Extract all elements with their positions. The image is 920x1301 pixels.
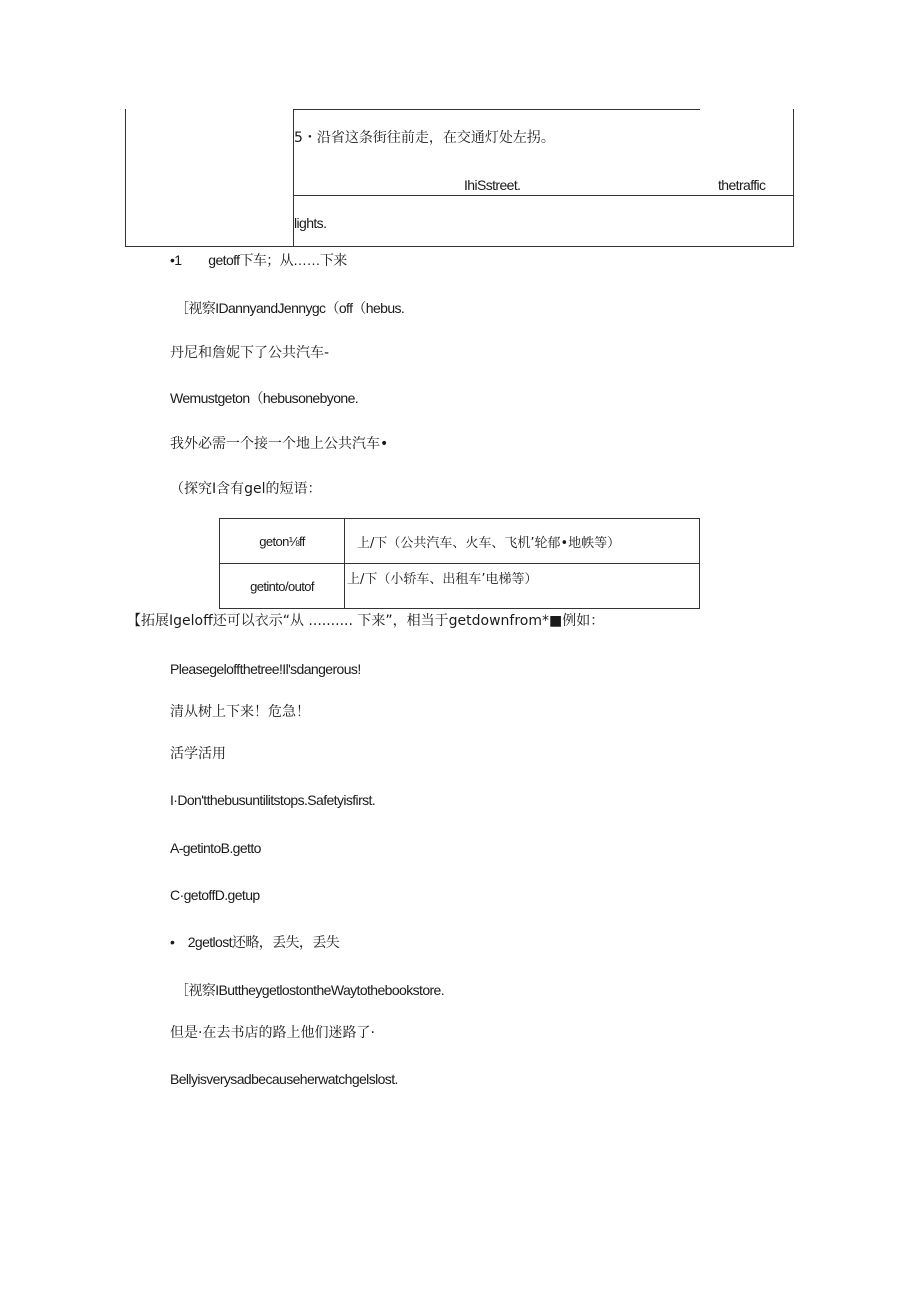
meaning-cell: 上/下（小轿车、出租车’电梯等）	[345, 564, 700, 609]
table-rule-top	[293, 109, 700, 110]
question-5-blank-2: thetraffic	[718, 177, 766, 193]
question-5-blank-1: IhiSstreet.	[464, 177, 521, 193]
practice-title: 活学活用	[170, 746, 226, 762]
section-1-observe-example: ［视察IDannyandJennygc（off（hebus.	[175, 300, 405, 316]
question-5-text: 5・沿省这条街往前走，在交通灯处左拐。	[294, 130, 555, 146]
section-1-example-2: Wemustgeton（hebusonebyone.	[170, 390, 359, 406]
section-1-observe-translation: 丹尼和詹妮下了公共汽车-	[170, 345, 330, 361]
table-border-bottom	[125, 246, 794, 247]
phrase-table-row	[220, 564, 700, 609]
section-1-explore-label: （探究I含有gel的短语：	[170, 481, 322, 497]
section-2-example-2: Bellyisverysadbecauseherwatchgelslost.	[170, 1071, 398, 1087]
practice-question-1: I·Don'tthebusuntilitstops.Safetyisfirst.	[170, 792, 376, 808]
section-2-heading: • 2getlost还略，丢失，丢失	[170, 934, 340, 950]
practice-options-cd: C·getoffD.getup	[170, 887, 260, 903]
table-rule-mid	[293, 195, 793, 196]
practice-options-ab: A-getintoB.getto	[170, 840, 261, 856]
section-1-heading: •1 getoff下车；从……下来	[170, 252, 347, 268]
section-1-example-3-translation: 清从树上下来！危急！	[170, 704, 310, 720]
phrase-cell: getinto/outof	[220, 564, 345, 609]
section-1-extension-note: 【拓展Igeloff还可以衣示“从 .......... 下来”，相当于getdownfrom*■例如：	[127, 613, 605, 629]
phrase-cell: geton⅛ff	[220, 519, 345, 564]
table-border-left	[125, 109, 126, 247]
meaning-cell: 上/下（公共汽车、火车、飞机’轮郁•地帙等）	[345, 519, 700, 564]
section-1-example-2-translation: 我外必需一个接一个地上公共汽车•	[170, 436, 389, 452]
section-2-observe-example: ［视察IButtheygetlostontheWaytothebookstore.	[175, 982, 445, 998]
phrase-table	[219, 518, 700, 609]
section-1-example-3: Pleasegeloffthetree!Il'sdangerous!	[170, 661, 361, 677]
table-border-right	[793, 109, 794, 247]
phrase-table-row	[220, 519, 700, 564]
section-2-observe-translation: 但是·在去书店的路上他们迷路了·	[170, 1025, 375, 1041]
question-5-continuation: lights.	[294, 215, 327, 231]
